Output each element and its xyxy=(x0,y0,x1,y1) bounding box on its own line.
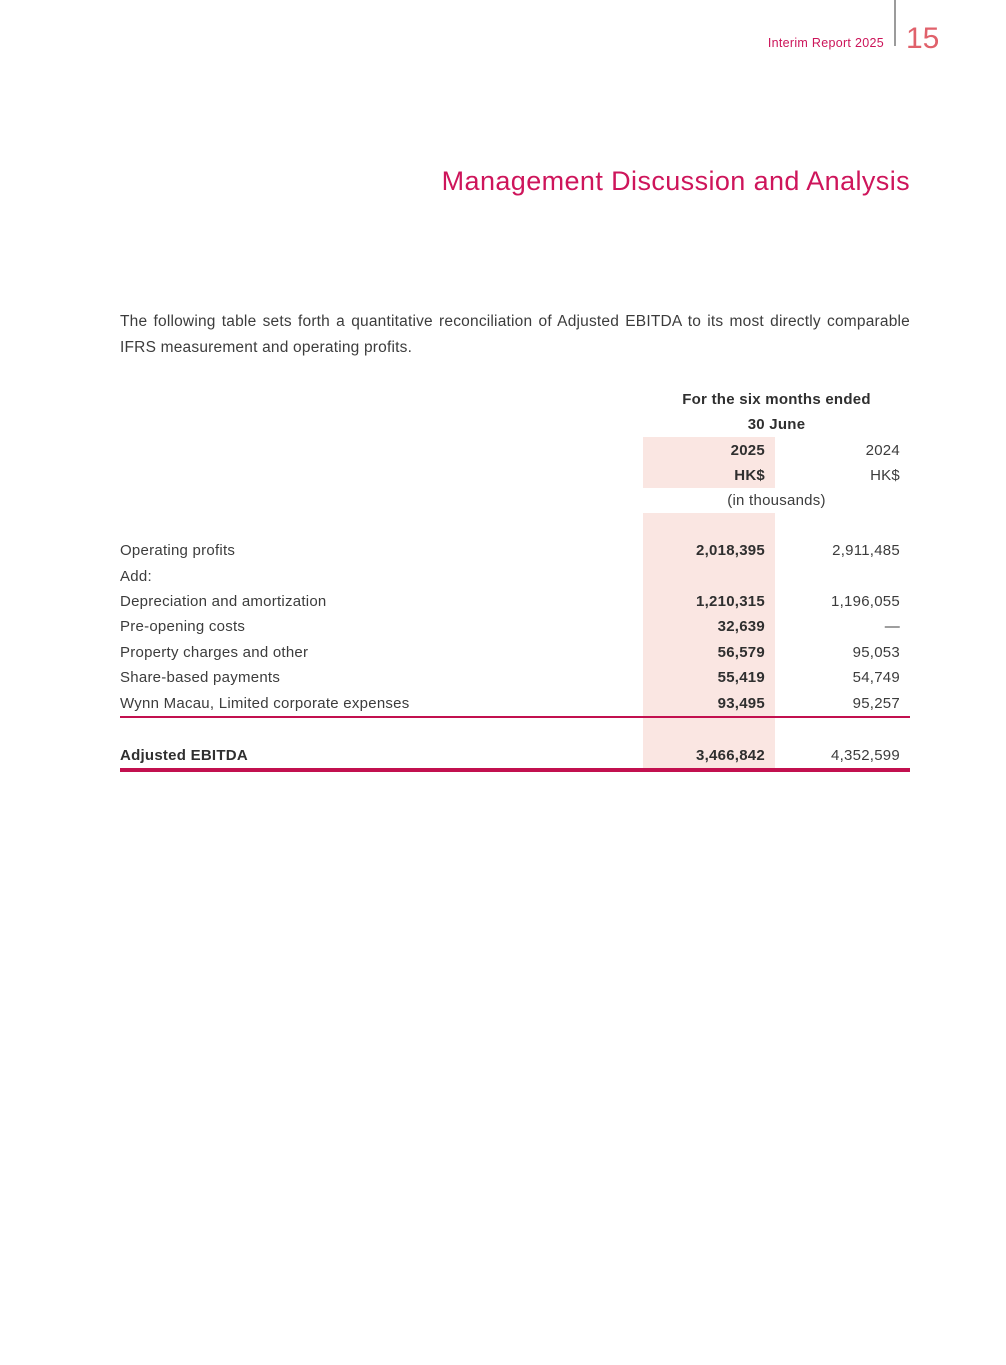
row-value-2024: 95,053 xyxy=(852,643,900,661)
row-value-2025: 55,419 xyxy=(643,665,775,690)
row-label: Depreciation and amortization xyxy=(120,592,327,610)
total-rule xyxy=(120,768,910,772)
spacer-cell xyxy=(120,718,643,743)
row-value-2025: 93,495 xyxy=(643,690,775,715)
page-number: 15 xyxy=(906,22,940,55)
spacer-cell xyxy=(120,513,643,538)
highlight-spacer xyxy=(643,718,775,743)
row-label: Share-based payments xyxy=(120,669,281,687)
row-label: Property charges and other xyxy=(120,643,309,661)
row-label: Add: xyxy=(120,567,152,585)
row-label: Wynn Macau, Limited corporate expenses xyxy=(120,694,410,712)
spacer-cell xyxy=(120,386,643,412)
period-header-line2: 30 June xyxy=(747,416,806,433)
spacer-cell xyxy=(120,437,643,463)
row-value-2025 xyxy=(643,563,775,588)
highlight-spacer xyxy=(643,513,775,538)
spacer-cell xyxy=(120,488,643,513)
adjusted-ebitda-reconciliation-table xyxy=(120,386,910,772)
page-title: Management Discussion and Analysis xyxy=(441,166,910,196)
period-header-line1: For the six months ended xyxy=(682,390,871,408)
header-divider-line xyxy=(894,0,896,46)
row-value-2024: 1,196,055 xyxy=(831,592,900,610)
column-header-2024: 2024 xyxy=(865,441,900,459)
row-value-2024: 2,911,485 xyxy=(832,542,900,560)
row-label: Pre-opening costs xyxy=(120,618,246,636)
currency-header-2024: HK$ xyxy=(870,467,900,484)
column-header-2025: 2025 xyxy=(643,437,775,463)
row-value-2025: 2,018,395 xyxy=(643,538,775,563)
spacer-cell xyxy=(120,412,643,437)
row-value-2025: 56,579 xyxy=(643,640,775,665)
total-row-label: Adjusted EBITDA xyxy=(120,746,248,764)
total-value-2025: 3,466,842 xyxy=(643,743,775,768)
spacer-cell xyxy=(775,718,910,743)
row-value-2024: 54,749 xyxy=(852,669,900,687)
spacer-cell xyxy=(120,463,643,488)
row-value-2024: 95,257 xyxy=(852,694,900,712)
row-label: Operating profits xyxy=(120,542,236,560)
row-value-2024: — xyxy=(884,618,900,636)
row-value-2025: 1,210,315 xyxy=(643,589,775,614)
total-value-2024: 4,352,599 xyxy=(831,746,900,764)
row-value-2024 xyxy=(775,563,910,588)
spacer-cell xyxy=(775,513,910,538)
units-note: (in thousands) xyxy=(727,492,826,509)
report-title-label: Interim Report 2025 xyxy=(767,36,884,50)
currency-header-2025: HK$ xyxy=(643,463,775,488)
intro-paragraph: The following table sets forth a quantitative reconciliation of Adjusted EBITDA to its most directly comparable IFRS measurement and operating profits. xyxy=(120,313,910,356)
row-value-2025: 32,639 xyxy=(643,614,775,639)
